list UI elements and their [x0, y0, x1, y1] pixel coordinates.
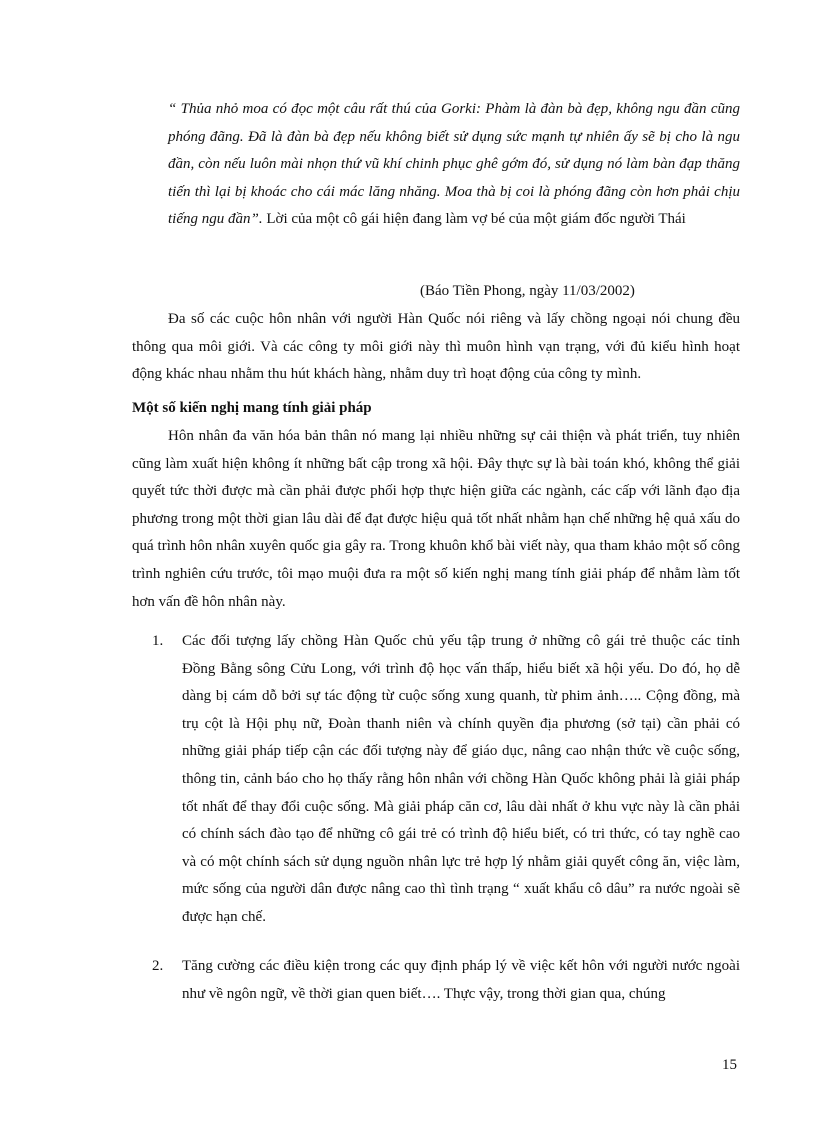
quote-attribution: Lời của một cô gái hiện đang làm vợ bé của một giám đốc người Thái [262, 211, 686, 228]
page-number: 15 [722, 1057, 737, 1073]
list-item [152, 628, 740, 932]
quote-paragraph [168, 96, 740, 234]
body-paragraph-1: Đa số các cuộc hôn nhân với người Hàn Quốc nói riêng và lấy chồng ngoại nói chung đều thông qua môi giới. Và các công ty môi giới này thì muôn hình vạn trạng, với đủ kiểu hình hoạt động khác nhau nhằm thu hút khách hàng, nhằm duy trì hoạt động của công ty mình. [132, 311, 740, 383]
body-paragraph-2: Hôn nhân đa văn hóa bản thân nó mang lại nhiều những sự cải thiện và phát triển, tuy nhiên cũng làm xuất hiện không ít những bất cập trong xã hội. Đây thực sự là bài toán khó, không thể giải quyết tức thời được mà cần phải được phối hợp thực hiện giữa các ngành, các cấp với lãnh đạo địa phương trong một thời gian lâu dài để đạt được hiệu quả tốt nhất nhằm hạn chế những hệ quả xấu do quá trình hôn nhân xuyên quốc gia gây ra. Trong khuôn khổ bài viết này, qua tham khảo một số công trình nghiên cứu trước, tôi mạo muội đưa ra một số kiến nghị mang tính giải pháp để nhằm làm tốt hơn vấn đề hôn nhân này. [132, 428, 740, 610]
list-item-text: Tăng cường các điều kiện trong các quy định pháp lý về việc kết hôn với người nước ngoài như về ngôn ngữ, về thời gian quen biết…. Thực vậy, trong thời gian qua, chúng [182, 958, 740, 1002]
list-item [152, 953, 740, 1008]
list-item-number: 2. [152, 958, 164, 974]
list-item-number: 1. [152, 633, 164, 649]
list-item-text: Các đối tượng lấy chồng Hàn Quốc chủ yếu tập trung ở những cô gái trẻ thuộc các tỉnh Đồng Bằng sông Cửu Long, với trình độ học vấn thấp, hiểu biết xã hội yếu. Do đó, họ dễ dàng bị cám dỗ bởi sự tác động từ cuộc sống xung quanh, từ phim ảnh….. Cộng đồng, mà trụ cột là Hội phụ nữ, Đoàn thanh niên và chính quyền địa phương (sở tại) cần phải có những giải pháp tiếp cận các đối tượng này để giáo dục, nâng cao nhận thức về cuộc sống, thông tin, cảnh báo cho họ thấy rằng hôn nhân với chồng Hàn Quốc không phải là giải pháp tốt nhất để thay đổi cuộc sống. Mà giải pháp căn cơ, lâu dài nhất ở khu vực này là cần phải có chính sách đào tạo để những cô gái trẻ có trình độ hiểu biết, có tri thức, có tay nghề cao và có một chính sách sử dụng nguồn nhân lực trẻ hợp lý nhằm giải quyết công ăn, việc làm, mức sống của người dân được nâng cao thì tình trạng “ xuất khẩu cô dâu” ra nước ngoài sẽ được hạn chế. [182, 633, 740, 925]
quote-source: (Báo Tiền Phong, ngày 11/03/2002) [420, 283, 635, 299]
section-heading: Một số kiến nghị mang tính giải pháp [132, 400, 372, 416]
quote-italic-text: “ Thủa nhỏ moa có đọc một câu rất thú của Gorki: Phàm là đàn bà đẹp, không ngu đần cũng phóng đãng. Đã là đàn bà đẹp nếu không biết sử dụng sức mạnh tự nhiên ấy sẽ bị cho là ngu đần, còn nếu luôn mài nhọn thứ vũ khí chinh phục ghê gớm đó, sử dụng nó làm bàn đạp thăng tiến thì lại bị khoác cho cái mác lăng nhăng. Moa thà bị coi là phóng đãng còn hơn phải chịu tiếng ngu đần”. [168, 101, 740, 228]
